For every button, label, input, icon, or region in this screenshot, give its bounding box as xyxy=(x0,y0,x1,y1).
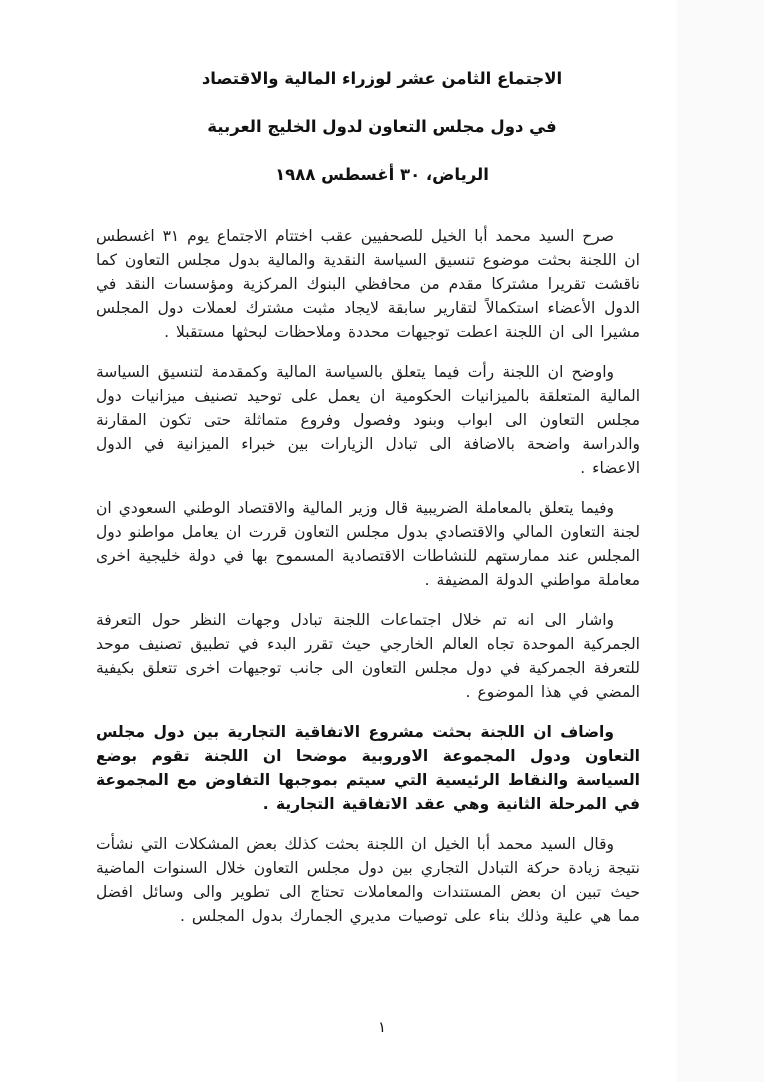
paragraph-6: وقال السيد محمد أبا الخيل ان اللجنة بحثت كذلك بعض المشكلات التي نشأت نتيجة زيادة حركة التبادل التجاري بين دول مجلس التعاون خلال السنوات الماضية حيث تبين ان بعض المستندات والمعاملات تحتاج الى تطوير والى وسائل افضل مما هي علية وذلك بناء على توصيات مديري الجمارك بدول المجلس . xyxy=(96,835,640,925)
document-title xyxy=(0,0,764,186)
title-line-3: الرياض، ٣٠ أغسطس ١٩٨٨ xyxy=(275,165,489,184)
paragraph-5: واضاف ان اللجنة بحثت مشروع الاتفاقية التجارية بين دول مجلس التعاون ودول المجموعة الاوروبية موضحا ان اللجنة تقوم بوضع السياسة والنقاط الرئيسية التي سيتم بموجبها التفاوض مع المجموعة في المرحلة الثانية وهي عقد الاتفاقية التجارية . xyxy=(96,723,640,813)
paragraph-3: وفيما يتعلق بالمعاملة الضريبية قال وزير المالية والاقتصاد الوطني السعودي ان لجنة التعاون المالي والاقتصادي بدول مجلس التعاون قررت ان يعامل مواطنو دول المجلس عند ممارستهم للنشاطات الاقتصادية المسموح بها في دولة خليجية اخرى معاملة مواطني الدولة المضيفة . xyxy=(96,499,640,589)
title-line-2: في دول مجلس التعاون لدول الخليج العربية xyxy=(207,117,557,136)
paragraph-1: صرح السيد محمد أبا الخيل للصحفيين عقب اختتام الاجتماع يوم ٣١ اغسطس ان اللجنة بحثت موضوع تنسيق السياسة النقدية والمالية بدول مجلس التعاون كما ناقشت تقريرا مشتركا مقدم من محافظي البنوك المركزية ومؤسسات النقد في الدول الأعضاء استكمالاً لتقارير سابقة لايجاد مثبت مشترك لعملات دول المجلس مشيرا الى ان اللجنة اعطت توجيهات محددة وملاحظات لبحثها مستقبلا . xyxy=(96,227,640,341)
page-number: ١ xyxy=(377,1018,387,1036)
paragraph-4: واشار الى انه تم خلال اجتماعات اللجنة تبادل وجهات النظر حول التعرفة الجمركية الموحدة تجاه العالم الخارجي حيث تقرر البدء في تطبيق تصنيف موحد للتعرفة الجمركية في دول مجلس التعاون الى جانب توجيهات اخرى تتعلق بكيفية المضي في هذا الموضوع . xyxy=(96,611,640,701)
paragraph-2: واوضح ان اللجنة رأت فيما يتعلق بالسياسة المالية وكمقدمة لتنسيق السياسة المالية المتعلقة بالميزانيات الحكومية ان يعمل على توحيد تصنيف ميزانيات دول مجلس التعاون الى ابواب وبنود وفصول وفروع متماثلة حتى تكون المقارنة والدراسة واضحة بالاضافة الى تبادل الزيارات بين خبراء الميزانية في الدول الاعضاء . xyxy=(96,363,640,477)
document-body xyxy=(96,224,640,928)
title-line-1: الاجتماع الثامن عشر لوزراء المالية والاقتصاد xyxy=(201,69,563,88)
